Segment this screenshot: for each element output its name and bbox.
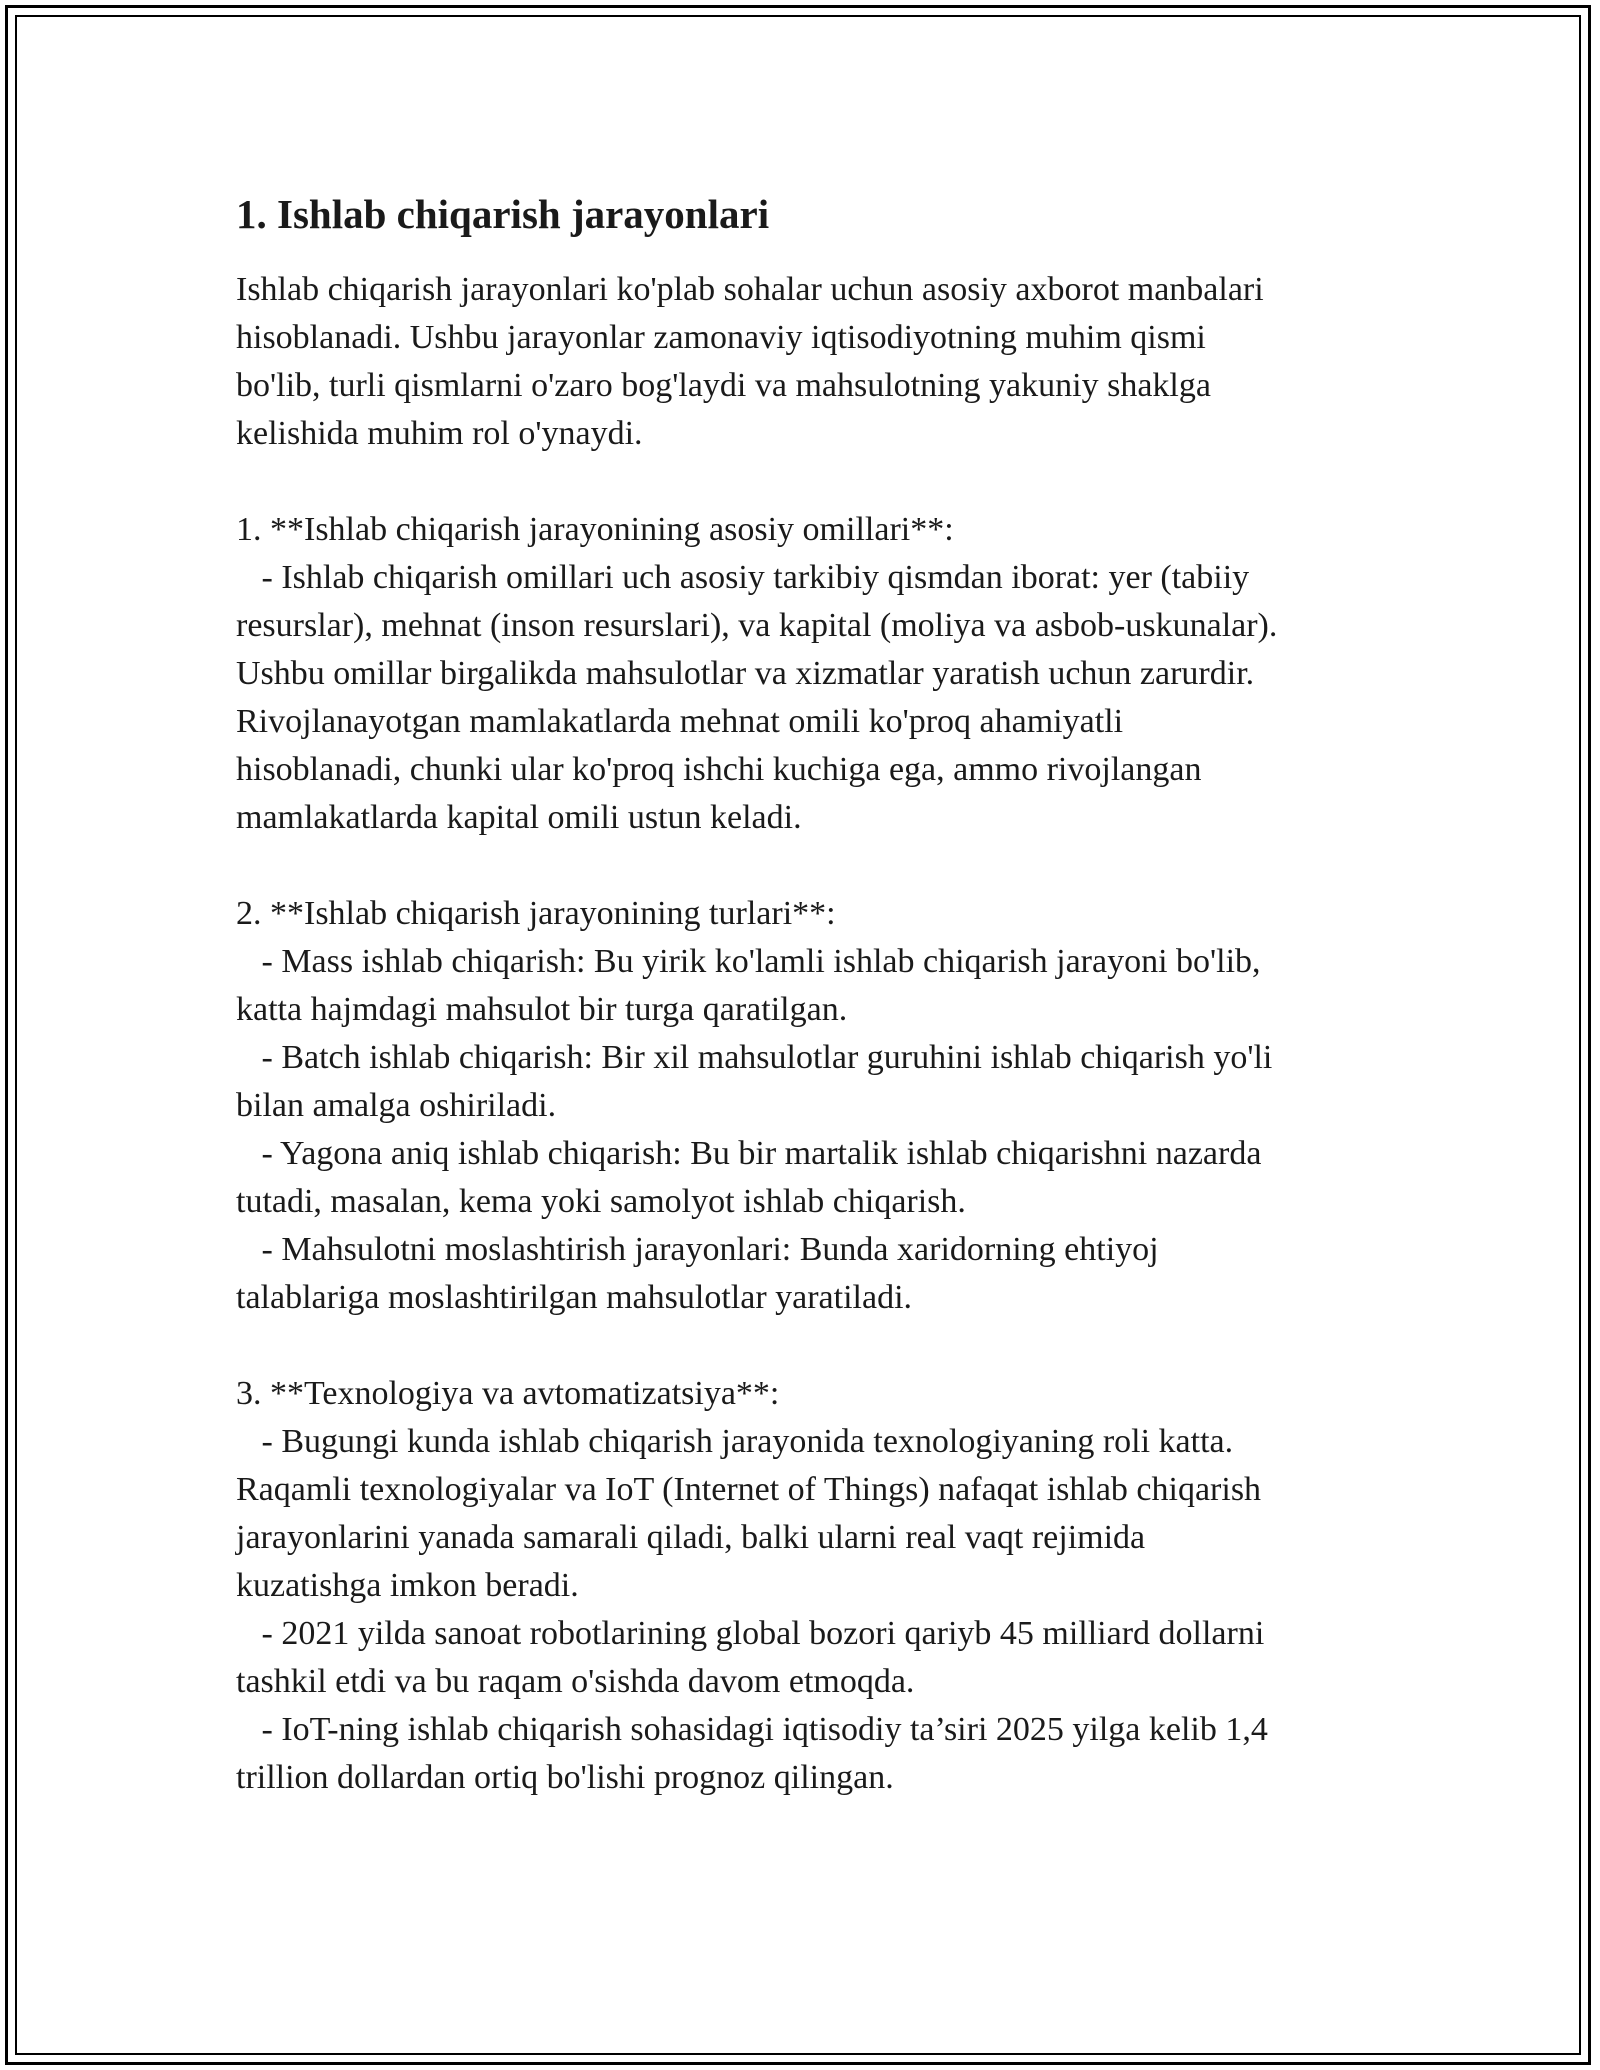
section-technology: 3. **Texnologiya va avtomatizatsiya**: - Bugungi kunda ishlab chiqarish jarayonida texnologiyaning roli katta. Raqamli texnologiyalar va IoT (Internet of Things) nafaqat ishlab chiqarish jarayonlarini yanada samarali qiladi, balki ularni real vaqt rejimida kuzatishga imkon beradi. - 2021 yilda sanoat robotlarining global bozori qariyb 45 milliard dollarni tashkil etdi va bu raqam o'sishda davom etmoqda. - IoT-ning ishlab chiqarish sohasidagi iqtisodiy ta’siri 2025 yilga kelib 1,4 trillion dollardan ortiq bo'lishi prognoz qilingan.: [236, 1375, 1268, 1796]
document-body: [236, 190, 1386, 1802]
section-factors: 1. **Ishlab chiqarish jarayonining asosiy omillari**: - Ishlab chiqarish omillari uch asosiy tarkibiy qismdan iborat: yer (tabiiy resurslar), mehnat (inson resurslari), va kapital (moliya va asbob-uskunalar). Ushbu omillar birgalikda mahsulotlar va xizmatlar yaratish uchun zarurdir. Rivojlanayotgan mamlakatlarda mehnat omili ko'proq ahamiyatli hisoblanadi, chunki ular ko'proq ishchi kuchiga ega, ammo rivojlangan mamlakatlarda kapital omili ustun keladi.: [236, 511, 1278, 836]
section-types: 2. **Ishlab chiqarish jarayonining turlari**: - Mass ishlab chiqarish: Bu yirik ko'lamli ishlab chiqarish jarayoni bo'lib, katta hajmdagi mahsulot bir turga qaratilgan. - Batch ishlab chiqarish: Bir xil mahsulotlar guruhini ishlab chiqarish yo'li bilan amalga oshiriladi. - Yagona aniq ishlab chiqarish: Bu bir martalik ishlab chiqarishni nazarda tutadi, masalan, kema yoki samolyot ishlab chiqarish. - Mahsulotni moslashtirish jarayonlari: Bunda xaridorning ehtiyoj talablariga moslashtirilgan mahsulotlar yaratiladi.: [236, 895, 1273, 1316]
intro-paragraph: Ishlab chiqarish jarayonlari ko'plab sohalar uchun asosiy axborot manbalari hisoblanadi. Ushbu jarayonlar zamonaviy iqtisodiyotning muhim qismi bo'lib, turli qismlarni o'zaro bog'laydi va mahsulotning yakuniy shaklga kelishida muhim rol o'ynaydi.: [236, 271, 1264, 452]
document-title: 1. Ishlab chiqarish jarayonlari: [236, 191, 770, 237]
